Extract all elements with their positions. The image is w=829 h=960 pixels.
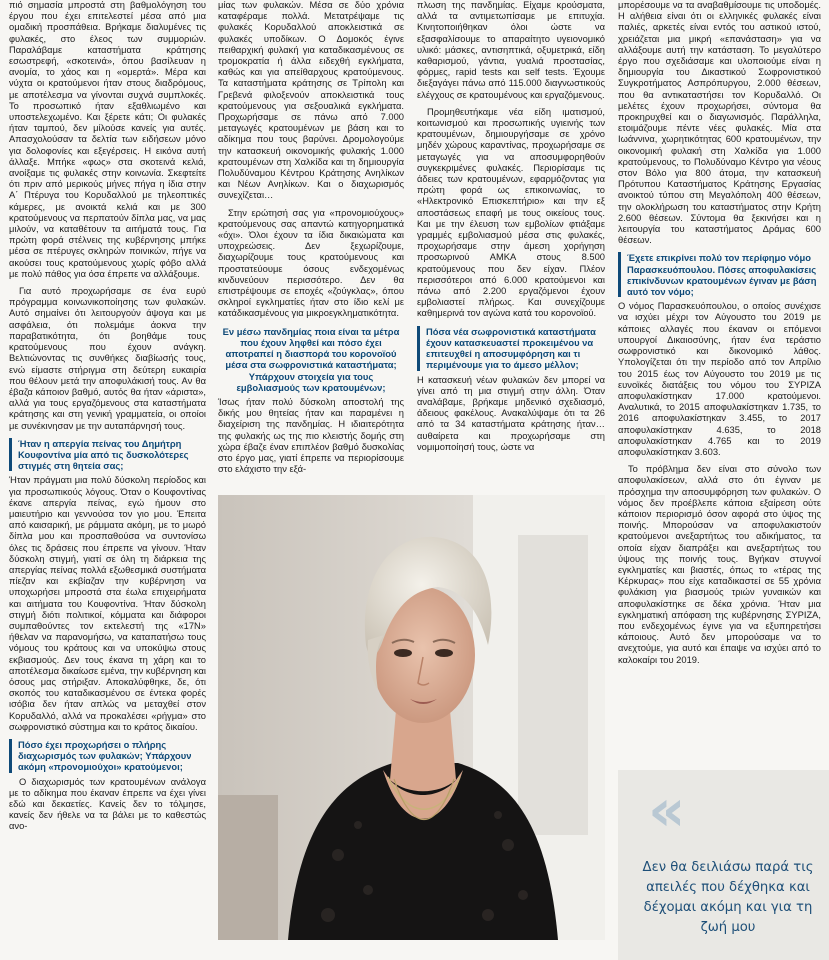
paragraph: Προμηθευτήκαμε νέα είδη ιματισμού, κοιτωνισμού και προσωπικής υγιεινής των κρατουμένων, δημιουργήσαμε σε χρόνο μηδέν χώρους καραντίνας, προχωρήσαμε σε μεταγωγές για να αποσυμφορηθούν συγκεκριμένες φυλακές. Περιορίσαμε τις άδειες των κρατουμένων, εφαρμόζοντας για πρώτη φορά ως επικοινωνίας, το «Ηλεκτρονικό Επισκεπτήριο» και την εξ αποστάσεως επαφή με τους οικείους τους. Και με την έλευση των εμβολίων φτιάξαμε γραμμές εμβολιασμού μέσα στις φυλακές, προχωρήσαμε στην άμεση χορήγηση προσωρινού ΑΜΚΑ στους 8.500 κρατούμενους που δεν είχαν. Πλέον περισσότεροι από 6.000 κρατούμενοι και πάνω από 2.200 εργαζόμενοι έχουν εμβολιαστεί πλήρως. Και συνεχίζουμε καθημερινά τον αγώνα κατά του κορονοϊού.: [417, 106, 605, 319]
portrait-illustration: [218, 495, 605, 940]
pull-quote: [618, 770, 829, 960]
article-column-4: [618, 0, 821, 672]
article-column-1: [9, 0, 206, 839]
interview-question: Εν μέσω πανδημίας ποια είναι τα μέτρα που έχουν ληφθεί και πόσο έχει αποτραπεί η διασπορά του κορονοϊού μέσα στα σωφρονιστικά καταστήματα; Υπάρχουν στοιχεία για τους εμβολιασμούς των κρατουμένων;: [222, 325, 400, 393]
interview-question: Έχετε επικρίνει πολύ τον περίφημο νόμο Παρασκευόπουλου. Πόσες αποφυλακίσεις επικίνδυνων κρατουμένων έγιναν με βάση αυτό τον νόμο;: [618, 252, 821, 297]
quote-marks-icon: «: [648, 776, 680, 844]
paragraph: πλωση της πανδημίας. Είχαμε κρούσματα, αλλά τα αντιμετωπίσαμε με επιτυχία. Κινητοποιήθηκαν όλοι ώστε να εξασφαλίσουμε το απαραίτητο υγειονομικό υλικό: μάσκες, αντισηπτικά, οξυμετρικά, είδη καθαρισμού, γάντια, γυαλιά προστασίας, φόρμες, rapid tests και self tests. Έχουμε διεξαγάγει πάνω από 115.000 διαγνωστικούς ελέγχους σε κρατουμένους και εργαζόμενους.: [417, 0, 605, 100]
paragraph: Στην ερώτησή σας για «προνομιούχους» κρατούμενους σας απαντώ κατηγορηματικά «όχι». Όλοι έχουν τα ίδια δικαιώματα και υποχρεώσεις. Δεν ξεχωρίζουμε, διαχωρίζουμε τους κρατούμενους και προστατεύουμε όσους ενδεχομένως κινδυνεύουν περισσότερο. Δεν θα επιστρέψουμε σε εποχές «ζούγκλας», όπου σκληροί εγκληματίες ήταν στο ίδιο κελί με κατάδικασμένους για μικροεγκληματικότητα.: [218, 207, 404, 319]
pull-quote-text: Δεν θα δειλιάσω παρά τις απειλές που δέχθηκα και δέχομαι ακόμη και για τη ζωή μου: [642, 860, 814, 935]
paragraph: πιό σημασία μπροστά στη βαθμολόγηση του έργου που έχει επιτελεστεί μέσα από μια ομαδική προσπάθεια. Βρήκαμε διαλυμένες τις φυλακές, στο έλεος των συμμοριών. Παραλάβαμε καταστήματα κράτησης εσωστρεφή, «σκοτεινά», όπου βασίλευαν η ανομία, το χάος και η «ομερτά». Μέρα και νύχτα οι κρατούμενοι ήταν στους διαδρόμους, με αποτέλεσμα να γίνονται συχνά συμπλοκές. Το προσωπικό ήταν εξαθλιωμένο και υποστελεχωμένο. Και ξέρετε κάτι; Οι φυλακές ήταν ταμπού, δεν μίλούσε κανείς για αυτές. Απασχολούσαν τα δελτία των ειδήσεων μόνο για δολοφονίες και εξεγέρσεις. Η εικόνα αυτή άλλαξε. Μπήκε «φως» στα σκοτεινά κελιά, ανοίξαμε τις φυλακές στην κοινωνία. Σκεφτείτε ότι πριν από μερικούς μήνες πήγα η ίδια στην Α΄ Πτέρυγα του Κορυδαλλού με τηλεοπτικές κάμερες, με ανοικτά κελιά και με 300 κρατούμενους να περπατούν δίπλα μας, να μας μιλούν, να καταθέτουν τα αιτήματά τους. Για πρώτη φορά στέλνεις της κυβέρνησης μπήκε μέσα σε πτέρυγες σκληρών ποινικών, πήγε να ακούσει τους κρατούμενους χωρίς φόβο αλλά με πολύ πάθος για όσα έπρεπε να αλλάξουμε.: [9, 0, 206, 279]
article-column-3: [417, 0, 605, 459]
interview-question: Πόσο έχει προχωρήσει ο πλήρης διαχωρισμός των φυλακών; Υπάρχουν ακόμη «προνομιούχοι» κρατούμενοι;: [9, 739, 206, 773]
paragraph: Ο διαχωρισμός των κρατουμένων ανάλογα με το αδίκημα που έκαναν έπρεπε να έχει γίνει εδώ και δεκαετίες. Κανείς δεν το τόλμησε, κανείς δεν ήθελε να τα βάλει με το καθεστώς ανο-: [9, 776, 206, 832]
interview-question: Πόσα νέα σωφρονιστικά καταστήματα έχουν κατασκευαστεί προκειμένου να επιτευχθεί η αποσυμφόρηση και τι περιμένουμε για το άμεσο μέλλον;: [417, 326, 605, 371]
paragraph: Ο νόμος Παρασκευόπουλου, ο οποίος συνέχισε να ισχύει μέχρι τον Αύγουστο του 2019 με κάποιες αλλαγές που έκαναν οι επόμενοι υπουργοί Δικαιοσύνης, ήταν ένα τεράστιο σωφρονιστικό και δικονομικό λάθος. Υπολογίζεται ότι την περίοδο από τον Απρίλιο του 2015 έως τον Αύγουστο του 2019 με τις ευνοϊκές διατάξεις του νόμου του ΣΥΡΙΖΑ αποφυλακίστηκαν 17.000 κρατούμενοι. Αναλυτικά, το 2015 αποφυλακίστηκαν 1.735, το 2016 αποφυλακίστηκαν 3.455, το 2017 αποφυλακίστηκαν 4.635, το 2018 αποφυλακίστηκαν 4.765 και το 2019 αποφυλακίστηκαν 3.603.: [618, 301, 821, 457]
paragraph: Ήταν πράγματι μια πολύ δύσκολη περίοδος και για προσωπικούς λόγους. Όταν ο Κουφοντίνας έκανε απεργία πείνας, εγώ ήμουν στο μαιευτήριο και γεννούσα τον γιο μου. Έπειτα από καισαρική, με ράμματα ακόμη, με το μωρό δίπλα μου και προσπαθούσα να συντονίσω όλες τις δράσεις που έπρεπε να γίνουν. Ήταν δύσκολη στιγμή, γιατί σε όλη τη διάρκεια της απεργίας πείνας πολλά εξωθεσμικά συστήματα πίεζαν και εκβίαζαν την κυβέρνηση να υποχωρήσει μπροστά στα έωλα επιχειρήματα και αιτήματα του Κουφοντίνα. Ήταν δύσκολη στιγμή διότι πολιτικοί, κόμματα και διάφοροι συμπαθούντες τον εκτελεστή της «17Ν» ήθελαν να παρανομήσω, να καταπατήσω τους νόμους του κράτους και να υποκύψω στους εκβιασμούς. Δεν τους έκανα τη χάρη και το αποτέλεσμα δικαίωσε εμένα, την κυβέρνηση και όσους μας στήριξαν. Αποκαλύφθηκε, δε, ότι σκοπός του καταδικασμένου σε έντεκα φορές ισόβια δεν ήταν απλώς να μεταχθεί στον Κορυδαλλό, αλλά να προκαλέσει «ρήγμα» στο σωφρονιστικό σύστημα και το κράτος δικαίου.: [9, 475, 206, 732]
paragraph: Για αυτό προχωρήσαμε σε ένα ευρύ πρόγραμμα κοινωνικοποίησης των φυλακών. Αυτό σημαίνει ότι λειτουργούν άψογα και με ασφάλεια, ότι πολεμάμε άοκνα την παραβατικότητα, ότι βοηθάμε τους κρατούμενους που έχουν ανάγκη. Βελτιώνοντας τις συνθήκες διαβίωσής τους, ενώ είμαστε στήριγμα στη δεύτερη ευκαιρία που θέλουν μετά την αποφυλάκισή τους. Αν θα έβαζα κάποιον βαθμό, αυτός θα ήταν «άριστα», αλλά για τους εργαζόμενους στα καταστήματα κράτησης και στη γενική γραμματεία, οι οποίοι με συνέκινησαν με την αυταπάρνησή τους.: [9, 286, 206, 431]
paragraph: Ίσως ήταν πολύ δύσκολη αποστολή της δικής μου θητείας ήταν και παραμένει η διαχείριση της πανδημίας. Η ιδιαιτερότητα της φυλακής ως της πιο κλειστής δομής στη χώρα έβαζε έναν επιπλέον βαθμό δυσκολίας στο έργο μας, γιατί έπρεπε να περιορίσουμε στο ελάχιστο την εξά-: [218, 396, 404, 475]
article-column-2: [218, 0, 404, 481]
paragraph: Το πρόβλημα δεν είναι στο σύνολο των αποφυλακίσεων, αλλά στο ότι έγιναν με πρόσχημα την αποσυμφόρηση των φυλακών. Ο νόμος δεν προέβλεπε κάποια εξαίρεση ούτε κάποιον περιορισμό όσον αφορά στο ύψος της ποινής. Μπορούσαν να αποφυλακιστούν κρατούμενοι ανεξαρτήτως του αδικήματος, τα οποία είχαν διαπράξει και ανεξαρτήτως του ύψους της ποινής τους. Βγήκαν στυγνοί εγκληματίες και βιαστές, όπως το «τέρας της Κέρκυρας» που είχε καταδικαστεί σε 55 χρόνια φυλάκιση για βιασμούς τριών γυναικών και αποφυλακίστηκε σε δέκα χρόνια. Ήταν μια εγκληματική απόφαση της κυβέρνησης ΣΥΡΙΖΑ, που ενδεχομένως έγινε για να εξυπηρετήσει κάποιους. Αυτό δεν μπορούσαμε να το ανεχτούμε, για αυτό και έπαψε να ισχύει από το καλοκαίρι του 2019.: [618, 464, 821, 665]
portrait-photo: [218, 495, 605, 940]
paragraph: μπορέσουμε να τα αναβαθμίσουμε τις υποδομές. Η αλήθεια είναι ότι οι ελληνικές φυλακές είναι παλιές, αρκετές είναι εντός του αστικού ιστού, χρειάζεται μια μικρή «επανάσταση» για να αλλάξουμε αυτή την κατάσταση. Το μεγαλύτερο έργο που σχεδιάσαμε και υλοποιούμε είναι η δημιουργία του Δικαστικού Σωφρονιστικού Συγκροτήματος Ασπρόπυργου, 2.000 θέσεων, που θα αντικαταστήσει τον Κορυδαλλό. Οι μελέτες έχουν προχωρήσει, σύντομα θα προκηρυχθεί και ο διαγωνισμός. Παράλληλα, ετοιμάζουμε πέντε νέες φυλακές. Μία στα Ιωάννινα, χωρητικότητας 600 κρατουμένων, την οικονομική φυλακή στη Χαλκίδα για 1.000 κρατούμενους, το Πολυδύναμο Κέντρο για νέους στον Βόλο για 800 άτομα, την κατασκευή Πρότυπου Καταστήματος Κράτησης Εργασίας ανοικτού τύπου στη Μεγαλόπολη 400 θέσεων, την ολοκλήρωση του καταστήματος στην Κρήτη 2.600 θέσεων. Σύντομα θα ξεκινήσει και η λειτουργία του καταστήματος Δράμας 600 θέσεων.: [618, 0, 821, 246]
paragraph: μίας των φυλακών. Μέσα σε δύο χρόνια καταφέραμε πολλά. Μετατρέψαμε τις φυλακές Κορυδαλλού αποκλειστικά σε φυλακές υποδίκων. Ο Δομοκός έγινε πειθαρχική φυλακή για καταδικασμένους σε τρομοκρατία ή άλλα ειδεχθή εγκλήματα, καθώς και για απείθαρχους κρατούμενους. Τα καταστήματα κράτησης σε Τρίπολη και Γρεβενά φιλοξενούν αποκλειστικά τους κρατούμενους για σεξουαλικά εγκλήματα. Προχωρήσαμε σε πάνω από 7.000 μεταγωγές κρατουμένων με βάση και το αδίκημα που τους βαρύνει. Δρομολογούμε την κατασκευή οικονομικής φυλακής 1.000 κρατουμένων στη Χαλκίδα και τη δημιουργία Πολυδύναμου Κέντρου Κράτησης Ανηλίκων και Νέων Ανηλίκων. Και ο διαχωρισμός συνεχίζεται…: [218, 0, 404, 201]
interview-question: Ήταν η απεργία πείνας του Δημήτρη Κουφοντίνα μία από τις δυσκολότερες στιγμές στη θητεία σας;: [9, 438, 206, 472]
paragraph: Η κατασκευή νέων φυλακών δεν μπορεί να γίνει από τη μια στιγμή στην άλλη. Όταν αναλάβαμε, βρήκαμε μηδενικό σχεδιασμό, άδειους φακέλους. Ανακαλύψαμε ότι τα 26 από τα 34 καταστήματα κράτησης ήταν… αυθαίρετα και προχωρήσαμε στη νομιμοποίησή τους, ώστε να: [417, 374, 605, 452]
